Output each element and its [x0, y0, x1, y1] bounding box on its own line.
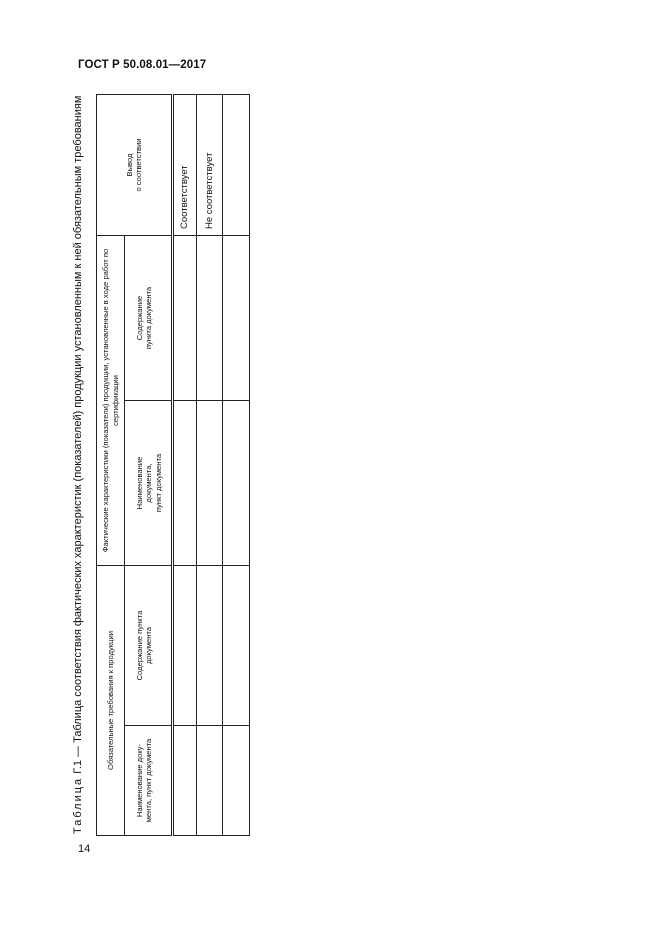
table-cell: [197, 566, 223, 726]
table-row: [197, 94, 223, 835]
header-req-content: Содержание пункта документа: [125, 566, 173, 726]
table-caption: [72, 94, 84, 834]
header-req-document: Наименование доку- мента, пункт документа: [125, 726, 173, 836]
table-cell: [173, 401, 197, 566]
header-actual-characteristics: Фактические характеристики (показатели) продукции, установленные в ходе работ по сертификации: [97, 235, 125, 565]
rotated-table-block: [72, 95, 249, 836]
header-conclusion: Вывод о соответствии: [97, 94, 173, 235]
table-cell: [223, 235, 250, 400]
table-cell: [173, 566, 197, 726]
header-fact-document: Наименование документа, пункт документа: [125, 401, 173, 566]
table-caption-prefix: Таблица: [72, 776, 84, 834]
conclusion-cell: [223, 94, 250, 235]
table-cell: [223, 401, 250, 566]
table-cell: [223, 566, 250, 726]
table-cell: [197, 235, 223, 400]
table-row: [173, 94, 197, 835]
table-caption-text: Г.1 — Таблица соответствия фактических характеристик (показателей) продукции установленным к ней обязательным требованиям: [72, 95, 84, 774]
header-fact-content: Содержание пункта документа: [125, 235, 173, 400]
table-row: [223, 94, 250, 835]
table-cell: [223, 726, 250, 836]
conclusion-cell: Соответствует: [173, 94, 197, 235]
table-cell: [197, 401, 223, 566]
conformity-table: [96, 94, 250, 836]
table-header-row-1: [97, 94, 125, 835]
table-cell: [173, 726, 197, 836]
table-cell: [197, 726, 223, 836]
conclusion-cell: Не соответствует: [197, 94, 223, 235]
header-mandatory-requirements: Обязательные требования к продукции: [97, 566, 125, 836]
page-number: 14: [78, 843, 91, 855]
standard-code-header: ГОСТ Р 50.08.01—2017: [78, 59, 207, 71]
table-cell: [173, 235, 197, 400]
